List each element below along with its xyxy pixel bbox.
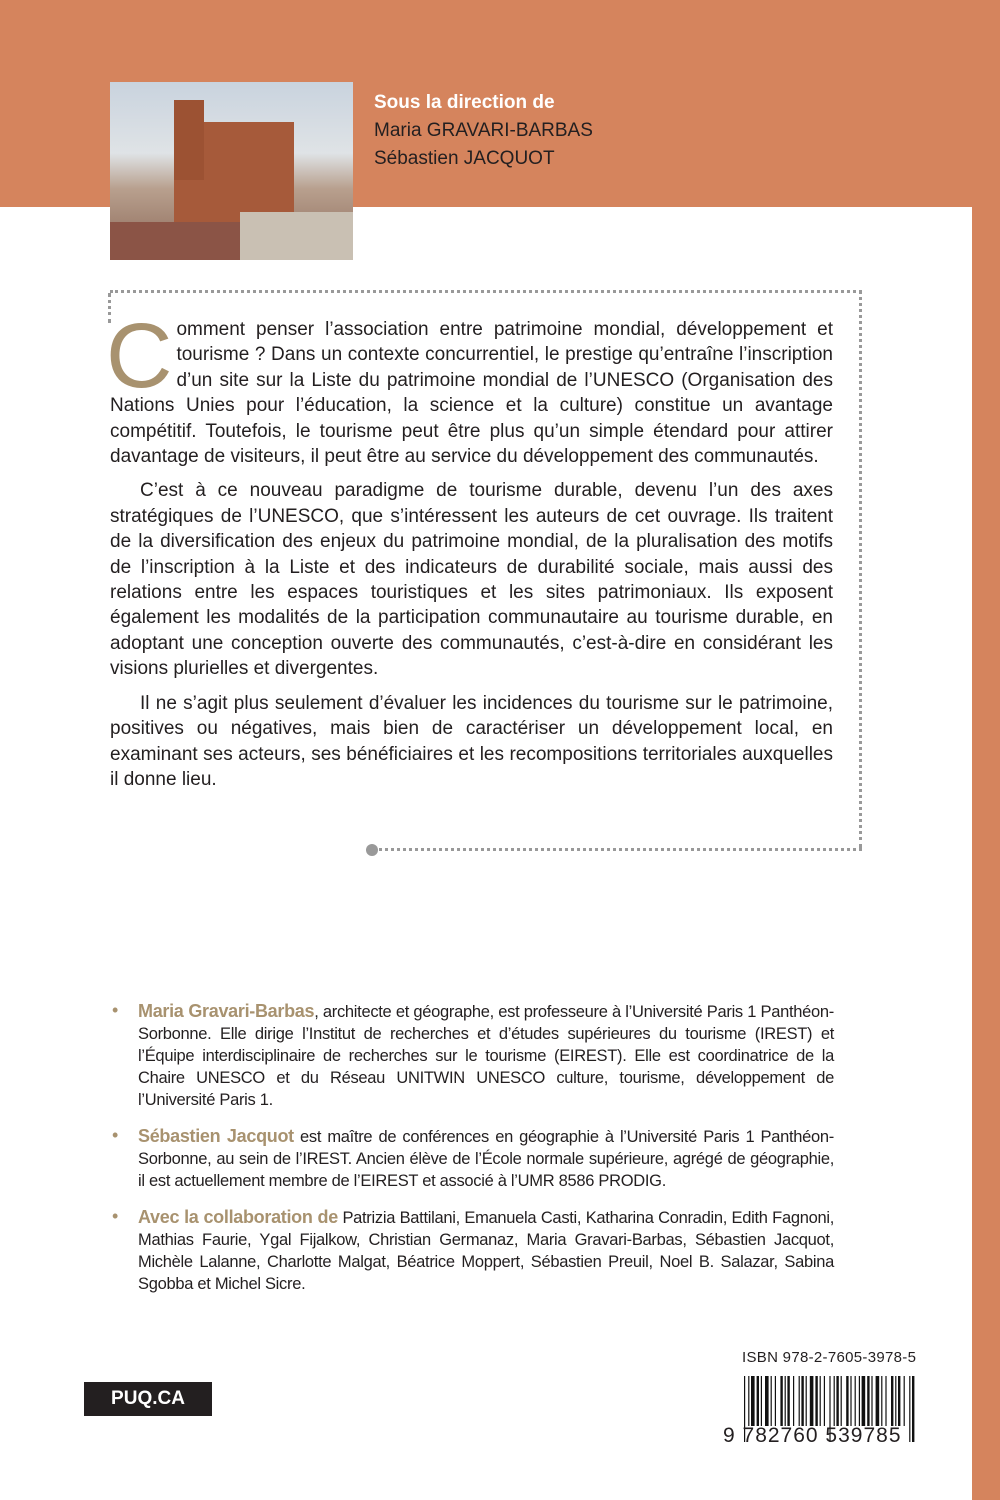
editor-name: Maria GRAVARI-BARBAS [374,120,593,141]
barcode-bar [793,1376,794,1426]
barcode-bar [810,1376,814,1426]
barcode-bar [867,1376,869,1426]
barcode-digits: 9 782760 539785 [723,1424,902,1447]
barcode-bar [891,1376,893,1426]
barcode-bar [799,1376,800,1426]
paragraph: C’est à ce nouveau paradigme de tourisme durable, devenu l’un des axes stratégiques de l’UNESCO, que s’intéressent les auteurs de cet ouvrage. Ils traitent de la diversification des enjeux du patrimoine mondial, de la pluralisation des motifs de l’inscription à la Liste et des indicateurs de durabilité sociale, mais aussi des relations entre les espaces touristiques et les sites patrimoniaux. Ils exposent également les modalités de la participation communautaire au tourisme durable, en adoptant une conception ouverte des communautés, c’est-à-dire en considérant les visions plurielles et divergentes. [110,480,833,680]
barcode-bar [862,1376,866,1426]
bullet-icon: • [112,1000,119,1020]
barcode-bar [815,1376,817,1426]
editor-name: Sébastien JACQUOT [374,148,555,169]
barcode-bar [898,1376,900,1426]
bio-item [112,1000,834,1111]
barcode-bar [757,1376,759,1426]
barcode-bar [881,1376,882,1426]
barcode-bar [850,1376,851,1426]
publisher-logo: PUQ.CA [84,1382,212,1416]
cathedral-photo [110,82,353,260]
barcode-bar [895,1376,896,1426]
barcode-bar [806,1376,807,1426]
barcode-bar [748,1376,749,1426]
author-bios [112,1000,834,1309]
editors-block [374,89,593,173]
paragraph [106,305,833,469]
paragraph-text: omment penser l’association entre patrimoine mondial, développement et tourisme ? Dans un contexte concurrentiel, le prestige qu’entraîne l’inscription d’un site sur la Liste du patrimoine mondial de l’UNESCO (Organisation des Nations Unies pour l’éducation, la science et la culture) constitue un avantage compétitif. Toutefois, le tourisme peut être plus qu’un simple étendard pour attirer davantage de visiteurs, il peut être au service du développement des communautés. [110,319,833,468]
barcode-bar [855,1376,856,1426]
bio-name: Sébastien Jacquot [138,1126,294,1146]
barcode-bar [836,1376,838,1426]
barcode-bar [824,1376,825,1426]
barcode-bar [780,1376,782,1426]
bio-item [112,1206,834,1295]
barcode-bar [834,1376,835,1426]
barcode-bar [841,1376,842,1426]
drop-cap: C [106,305,173,407]
bullet-icon: • [112,1125,119,1145]
barcode-bar [785,1376,786,1426]
barcode-bar [909,1376,910,1442]
barcode-bar [765,1376,769,1426]
barcode-bar [761,1376,762,1426]
isbn: ISBN 978-2-7605-3978-5 [742,1349,917,1366]
barcode-bar [787,1376,789,1426]
barcode-bar [912,1376,914,1442]
barcode-bar [751,1376,755,1426]
bio-text: est maître de conférences en géographie à l’Université Paris 1 Panthéon-Sorbonne, au sein de l’IREST. Ancien élève de l’École normale supérieure, agrégé de géographie, il est actuellement membre de l’EIREST et associé à l’UMR 8586 PRODIG. [138,1128,834,1190]
direction-label: Sous la direction de [374,92,555,113]
barcode-bar [859,1376,860,1426]
barcode-bar [876,1376,880,1426]
bio-text: Patrizia Battilani, Emanuela Casti, Katharina Conradin, Edith Fagnoni, Mathias Faurie, Ygal Fijalkow, Christian Germanaz, Maria Gravari-Barbas, Sébastien Jacquot, Michèle Lalanne, Charlotte Malgat, Béatrice Moppert, Sébastien Preuil, Noel B. Salazar, Sabina Sgobba et Michel Sicre. [138,1209,834,1293]
bio-name: Maria Gravari-Barbas [138,1001,315,1021]
side-strip [972,0,1000,1500]
barcode-bar [846,1376,848,1426]
bullet-icon: • [112,1206,119,1226]
barcode-bar [801,1376,803,1426]
barcode-bar [775,1376,776,1426]
barcode-bar [885,1376,886,1426]
paragraph: Il ne s’agit plus seulement d’évaluer les incidences du tourisme sur le patrimoine, positives ou négatives, mais bien de caractériser un développement local, en examinant ses acteurs, ses bénéficiaires et les recompositions territoriales auxquelles il donne lieu. [110,692,833,790]
barcode-bar [904,1376,905,1426]
bio-item [112,1125,834,1192]
bio-name: Avec la collaboration de [138,1207,338,1227]
bio-text: , architecte et géographe, est professeure à l’Université Paris 1 Panthéon-Sorbonne. Elle dirige l’Institut de recherches et d’études supérieures du tourisme (IREST) et l’Équipe interdisciplinaire de recherches sur le tourisme (EIREST). Elle est coordinatrice de la Chaire UNESCO et du Réseau UNITWIN UNESCO culture, tourisme, développement de l’Université Paris 1. [138,1003,835,1109]
barcode-bar [771,1376,772,1426]
summary-text [106,305,833,801]
barcode-bar [871,1376,872,1426]
barcode-bar [820,1376,821,1426]
